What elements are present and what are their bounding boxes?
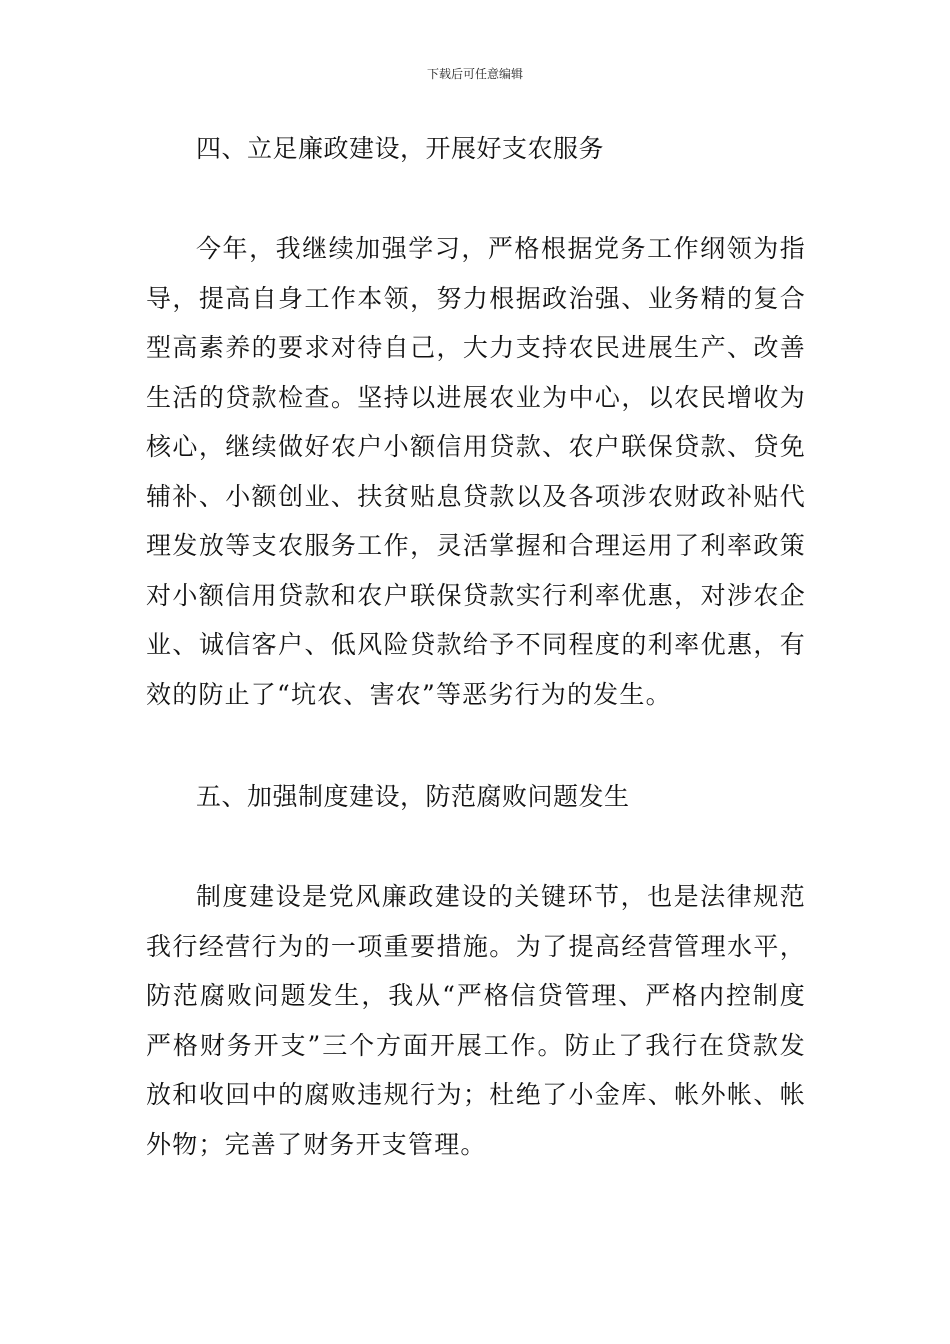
header-note: 下载后可任意编辑 <box>426 67 523 81</box>
section-heading-4: 四、立足廉政建设，开展好支农服务 <box>196 134 605 163</box>
section-paragraph-5: 制度建设是党风廉政建设的关键环节，也是法律规范我行经营行为的一项重要措施。为了提高经营管理水平，防范腐败问题发生，我从“严格信贷管理、严格内控制度严格财务开支”三个方面开展工作。防止了我行在贷款发放和收回中的腐败违规行为；杜绝了小金库、帐外帐、帐外物；完善了财务开支管理。 <box>146 882 806 1159</box>
section-heading-5: 五、加强制度建设，防范腐败问题发生 <box>196 782 630 811</box>
section-paragraph-4: 今年，我继续加强学习，严格根据党务工作纲领为指导，提高自身工作本领，努力根据政治强、业务精的复合型高素养的要求对待自己，大力支持农民进展生产、改善生活的贷款检查。坚持以进展农业为中心，以农民增收为核心，继续做好农户小额信用贷款、农户联保贷款、贷免辅补、小额创业、扶贫贴息贷款以及各项涉农财政补贴代理发放等支农服务工作，灵活掌握和合理运用了利率政策对小额信用贷款和农户联保贷款实行利率优惠，对涉农企业、诚信客户、低风险贷款给予不同程度的利率优惠，有效的防止了“坑农、害农”等恶劣行为的发生。 <box>146 234 806 709</box>
